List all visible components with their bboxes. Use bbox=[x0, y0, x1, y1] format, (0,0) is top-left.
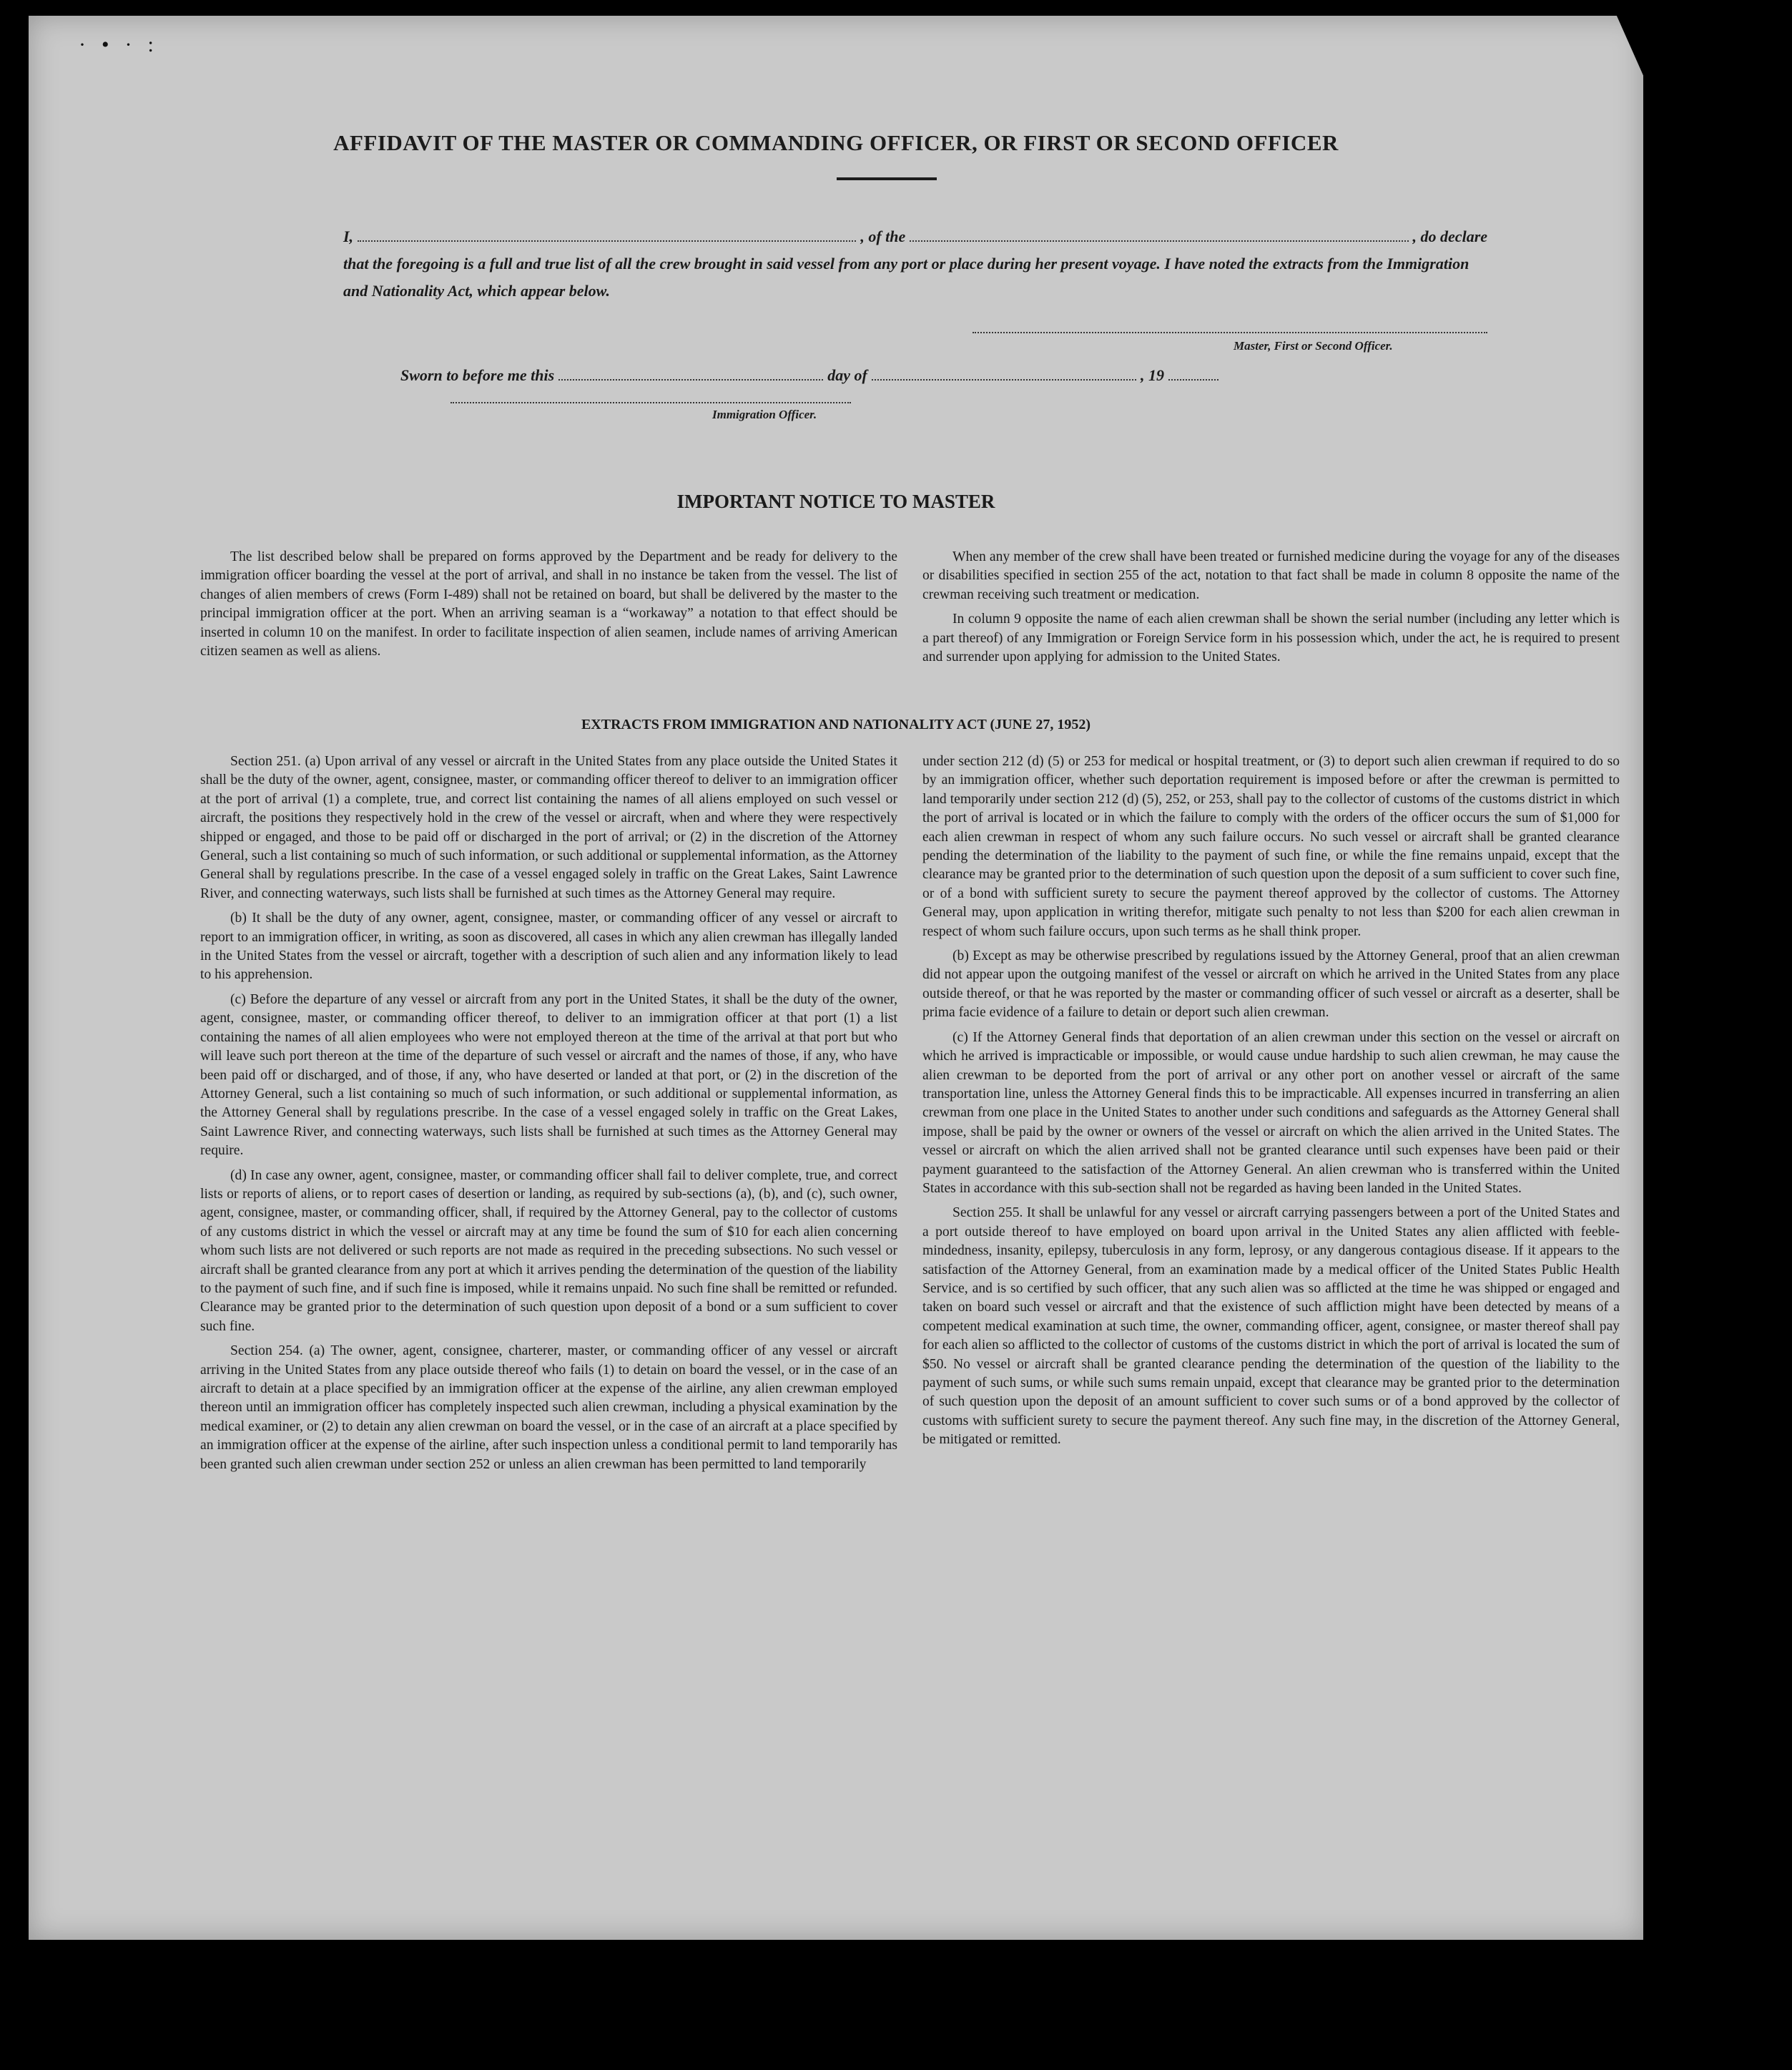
notice-heading: IMPORTANT NOTICE TO MASTER bbox=[676, 491, 995, 512]
day-of-label: day of bbox=[827, 366, 867, 384]
scan-specks: ·•·: bbox=[79, 33, 169, 57]
name-field[interactable] bbox=[358, 226, 856, 242]
sworn-day-field[interactable] bbox=[558, 365, 823, 381]
notice-right-paragraph-1: When any member of the crew shall have been treated or furnished medicine during the voyage for any of the diseases or disabilities specified in section 255 of the act, notation to that fact shall be made in column 8 opposite the name of the crewman receiving such treatment or medication. bbox=[922, 549, 1620, 602]
notice-left-paragraph: The list described below shall be prepared on forms approved by the Department and be ready for delivery to the immigration officer boarding the vessel at the port of arrival, and shall in no instance be taken from the vessel. The list of changes of alien members of crews (Form I-489) shall not be retained on board, but shall be delivered by the master to the principal immigration officer at the port. When an arriving seaman is a “workaway” a notation to that effect should be inserted in column 10 on the manifest. In order to facilitate inspection of alien seamen, include names of arriving American citizen seamen as well as aliens. bbox=[200, 549, 897, 659]
i-label: I, bbox=[343, 227, 354, 245]
extracts-heading: EXTRACTS FROM IMMIGRATION AND NATIONALITY ACT (JUNE 27, 1952) bbox=[581, 717, 1091, 732]
punch-hole-icon bbox=[1680, 767, 1712, 798]
sworn-year-field[interactable] bbox=[1168, 365, 1219, 381]
affidavit-title: AFFIDAVIT OF THE MASTER OR COMMANDING OFFICER, OR FIRST OR SECOND OFFICER bbox=[333, 130, 1339, 155]
extract-paragraph: under section 212 (d) (5) or 253 for medical or hospital treatment, or (3) to deport such alien crewman if required to do so by an immigration officer, whether such deportation requirement is imposed before or after the crewman is permitted to land temporarily under section 212 (d) (5), 252, or 253, shall pay to the collector of customs of the customs district in which the port of arrival is located or in which the failure to comply with the orders of the officer occurs the sum of $1,000 for each alien crewman in respect of whom any such failure occurs. No such vessel or aircraft shall be granted clearance pending the determination of the liability to the payment of such fine, or while the fine remains unpaid, except that the clearance may be granted prior to the determination of such question upon the deposit of a sum sufficient to cover such fine, or of a bond with sufficient surety to secure the payment thereof approved by the collector of customs. The Attorney General may, upon application in writing therefor, mitigate such penalty to not less than $200 for each alien crewman in respect of whom such failure occurs, upon such terms as he shall think proper. bbox=[922, 754, 1620, 939]
sworn-label: Sworn to before me this bbox=[400, 366, 555, 384]
do-declare-label: , do declare bbox=[1412, 227, 1488, 245]
immigration-officer-signature-field[interactable] bbox=[451, 401, 851, 403]
notice-left-column bbox=[200, 548, 897, 667]
punch-hole-icon bbox=[1680, 667, 1712, 698]
vessel-field[interactable] bbox=[910, 226, 1408, 242]
immigration-officer-label: Immigration Officer. bbox=[712, 408, 817, 421]
extract-paragraph: (c) Before the departure of any vessel or aircraft from any port in the United States, it shall be the duty of the owner, agent, consignee, master, or commanding officer thereof, to deliver to an immigration officer at that port (1) a list containing the names of all alien employees who were not employed thereon at the time of the arrival at that port but who will leave such port thereon at the time of the departure of such vessel or aircraft and the names of those, if any, who have been paid off or discharged, and of those, if any, who have deserted or landed at that port, or (2) in the discretion of the Attorney General, such a list containing so much of such information, or such additional or supplemental information, as the Attorney General shall by regulations prescribe. In the case of a vessel engaged solely in traffic on the Great Lakes, Saint Lawrence River, and connecting waterways, such lists shall be furnished at such times as the Attorney General may require. bbox=[200, 991, 897, 1159]
master-signature-field[interactable] bbox=[973, 330, 1487, 333]
declaration-block bbox=[343, 223, 1487, 305]
punch-hole-icon bbox=[1680, 366, 1712, 398]
of-the-label: , of the bbox=[860, 227, 906, 245]
extract-paragraph: Section 254. (a) The owner, agent, consignee, charterer, master, or commanding officer of any vessel or aircraft arriving in the United States from any place outside thereof who fails (1) to detain on board the vessel, or in the case of an aircraft to detain at a place specified by an immigration officer at the expense of the airline, any alien crewman employed thereon until an immigration officer has completely inspected such alien crewman, including a physical examination by the medical examiner, or (2) to detain any alien crewman on board the vessel, or in the case of an aircraft at a place specified by an immigration officer at the expense of the airline, after such inspection unless a conditional permit to land temporarily has been granted such alien crewman under section 252 or unless an alien crewman has been permitted to land temporarily bbox=[200, 1343, 897, 1472]
extract-paragraph: (b) Except as may be otherwise prescribed by regulations issued by the Attorney General, proof that an alien crewman did not appear upon the outgoing manifest of the vessel or aircraft on which he arrived in the United States from any place outside thereof, or that he was reported by the master or commanding officer of such vessel or aircraft as a deserter, shall be prima facie evidence of a failure to detain or deport such alien crewman. bbox=[922, 948, 1620, 1021]
extract-paragraph: (c) If the Attorney General finds that deportation of an alien crewman under this section on the vessel or aircraft on which he arrived is impracticable or impossible, or would cause undue hardship to such alien crewman, he may cause the alien crewman to be deported from the port of arrival or any other port on another vessel or aircraft of the same transportation line, unless the Attorney General finds this to be impracticable. All expenses incurred in transferring an alien crewman from one place in the United States to another under such conditions and safeguards as the Attorney General shall impose, shall be paid by the owner or owners of the vessel or aircraft on which the alien arrived in the United States. The vessel or aircraft on which the alien arrived shall not be granted clearance until such expenses have been paid or their payment guaranteed to the satisfaction of the Attorney General. An alien crewman who is transferred within the United States in accordance with this sub-section shall not be regarded as having been landed in the United States. bbox=[922, 1029, 1620, 1196]
year-label: , 19 bbox=[1141, 366, 1165, 384]
title-underline bbox=[837, 177, 937, 180]
notice-right-column bbox=[922, 548, 1620, 672]
extract-paragraph: Section 251. (a) Upon arrival of any vessel or aircraft in the United States from any place outside the United States it shall be the duty of the owner, agent, consignee, master, or commanding officer thereof to deliver to an immigration officer at the port of arrival (1) a complete, true, and correct list containing the names of all aliens employed on such vessel or aircraft, the positions they respectively hold in the crew of the vessel or aircraft, when and where they were respectively shipped or engaged, and those to be paid off or discharged in the port of arrival; or (2) in the discretion of the Attorney General, such a list containing so much of such information, or such additional or supplemental information, as the Attorney General shall by regulations prescribe. In the case of a vessel engaged solely in traffic on the Great Lakes, Saint Lawrence River, and connecting waterways, such lists shall be furnished at such times as the Attorney General may require. bbox=[200, 754, 897, 901]
sworn-month-field[interactable] bbox=[872, 365, 1136, 381]
document-page bbox=[29, 16, 1643, 1940]
master-signature-label: Master, First or Second Officer. bbox=[1234, 339, 1393, 353]
extract-paragraph: (b) It shall be the duty of any owner, agent, consignee, master, or commanding officer of any vessel or aircraft to report to an immigration officer, in writing, as soon as discovered, all cases in which any alien crewman has illegally landed in the United States from the vessel or aircraft, together with a description of such alien and any information likely to lead to his apprehension. bbox=[200, 911, 897, 983]
punch-hole-icon bbox=[1680, 1833, 1712, 1864]
extracts-right-column bbox=[922, 752, 1620, 1456]
extract-paragraph: Section 255. It shall be unlawful for any vessel or aircraft carrying passengers between a port of the United States and a port outside thereof to have employed on board upon arrival in the United States any alien afflicted with feeble-mindedness, insanity, epilepsy, tuberculosis in any form, leprosy, or any dangerous contagious disease. If it appears to the satisfaction of the Attorney General, from an examination made by a medical officer of the United States Public Health Service, and is so certified by such officer, that any such alien was so afflicted at the time he was shipped or engaged and taken on board such vessel or aircraft and that the existence of such affliction might have been detected by means of a competent medical examination at such time, the owner, commanding officer, agent, consignee, or master thereof shall pay for each alien so afflicted to the collector of customs of the customs district in which the port of arrival is located the sum of $50. No vessel or aircraft shall be granted clearance pending the determination of the question of the liability to the payment of such sums, or while such sums remain unpaid, except that clearance may be granted prior to the determination of such question upon the deposit of an amount sufficient to cover such sums or of a bond approved by the collector of customs with sufficient surety to secure the payment thereof. Any such fine may, in the discretion of the Attorney General, be mitigated or remitted. bbox=[922, 1205, 1620, 1448]
extracts-left-column bbox=[200, 752, 897, 1480]
punch-hole-icon bbox=[1680, 268, 1712, 299]
notice-right-paragraph-2: In column 9 opposite the name of each alien crewman shall be shown the serial number (including any letter which is a part thereof) of any Immigration or Foreign Service form in his possession which, under the act, he is required to present and surrender upon applying for admission to the United States. bbox=[922, 612, 1620, 665]
declaration-statement: that the foregoing is a full and true list of all the crew brought in said vessel from any port or place during her present voyage. I have noted the extracts from the Immigration and Nationality Act, which appear below. bbox=[343, 255, 1469, 300]
sworn-line bbox=[400, 365, 1223, 385]
torn-corner bbox=[1616, 14, 1645, 79]
extract-paragraph: (d) In case any owner, agent, consignee, master, or commanding officer shall fail to deliver complete, true, and correct lists or reports of aliens, or to report cases of desertion or landing, as required by sub-sections (a), (b), and (c), such owner, agent, consignee, master, or commanding officer, shall, if required by the Attorney General, pay to the collector of customs of any customs district in which the vessel or aircraft may at any time be found the sum of $10 for each alien concerning whom such lists are not delivered or such reports are not made as required in the preceding subsections. No such vessel or aircraft shall be granted clearance from any port at which it arrives pending the determination of the question of the liability to the payment of such fine, and if such fine is imposed, while it remains unpaid. No such fine shall be remitted or refunded. Clearance may be granted prior to the determination of such question upon deposit of a bond or a sum sufficient to cover such fine. bbox=[200, 1167, 897, 1334]
punch-hole-icon bbox=[1680, 1439, 1712, 1471]
declaration-line bbox=[343, 223, 1487, 250]
